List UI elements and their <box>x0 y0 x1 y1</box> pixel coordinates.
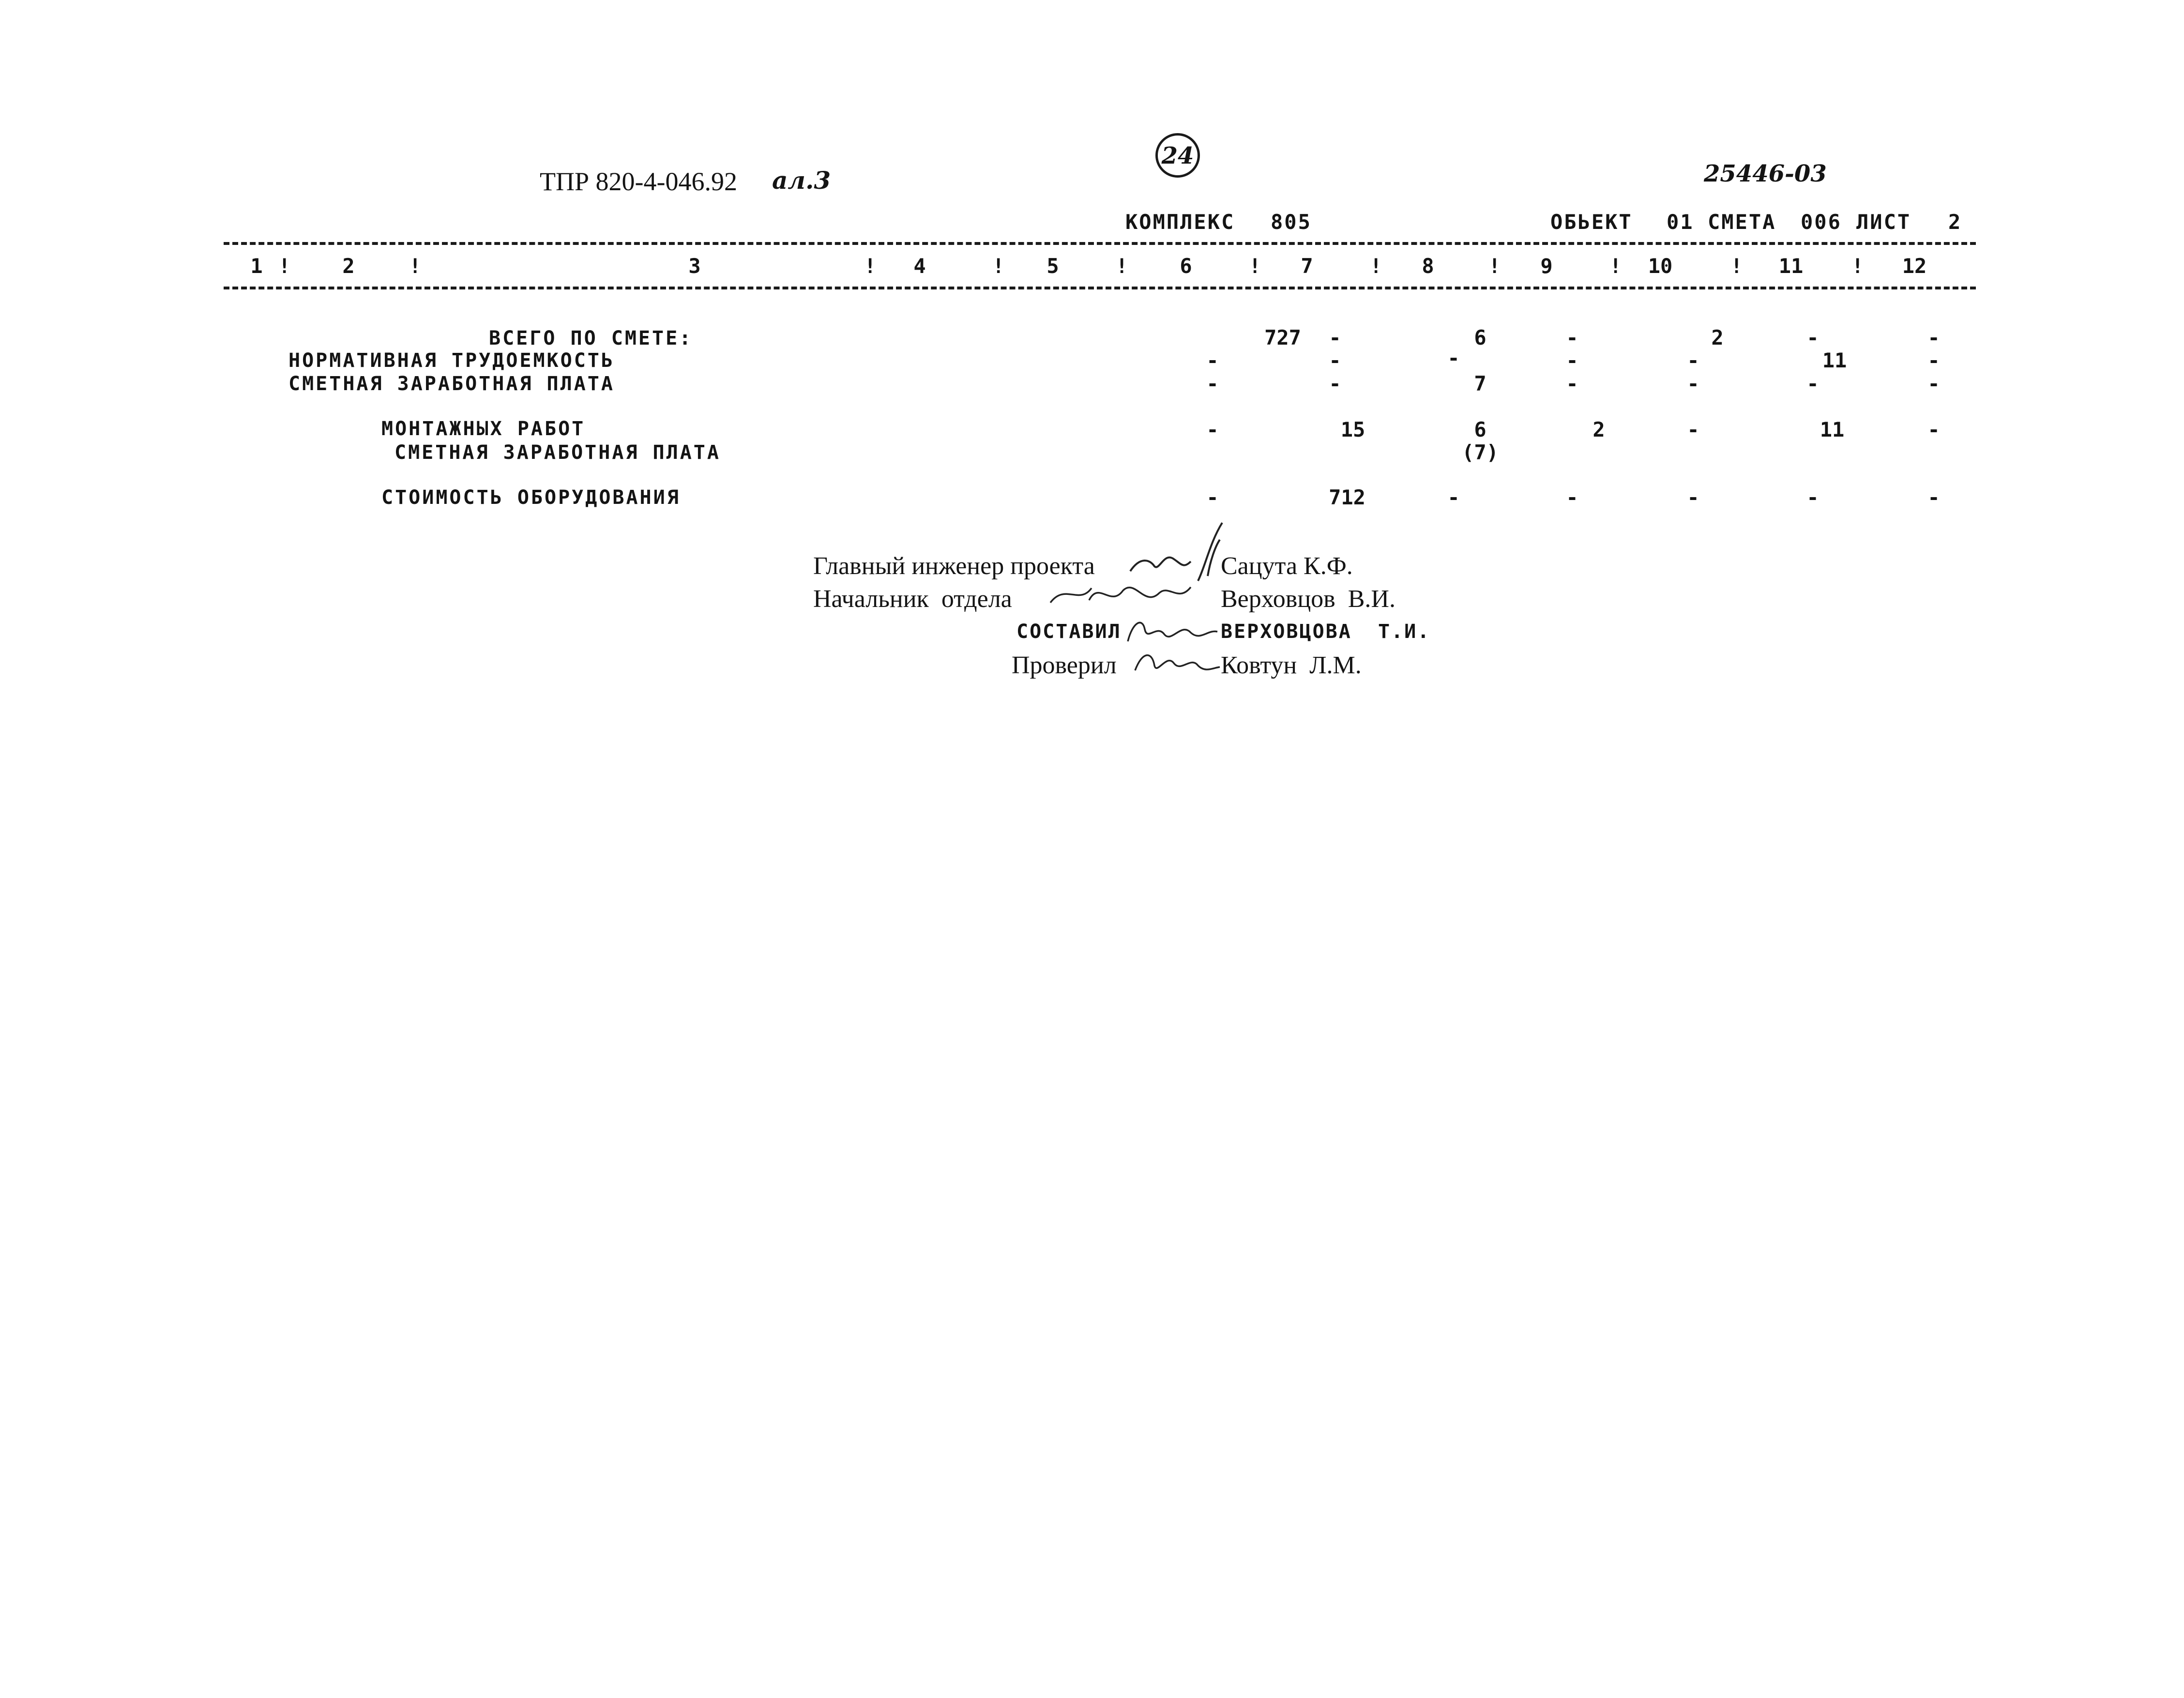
cell-c8: - <box>1329 326 1341 349</box>
cell-c12a: - <box>1806 485 1819 509</box>
sheet-value: 2 <box>1948 210 1962 234</box>
cell-c11: - <box>1687 485 1699 509</box>
col-sep: ! <box>1488 254 1501 278</box>
row-label: СТОИМОСТЬ ОБОРУДОВАНИЯ <box>381 486 681 509</box>
col-num-2: 2 <box>342 254 355 278</box>
col-num-11: 11 <box>1778 254 1804 278</box>
cell-c12: - <box>1927 326 1940 349</box>
cell-c10: - <box>1566 485 1578 509</box>
cell-c6: - <box>1206 418 1219 441</box>
cell-c10: - <box>1566 326 1578 349</box>
cell-c7: 15 <box>1340 418 1365 441</box>
document-code: ТПР 820-4-046.92 <box>540 167 737 196</box>
object-value: 01 <box>1667 210 1694 234</box>
cell-c10: - <box>1566 372 1578 395</box>
signature-name: Сацута К.Ф. <box>1221 552 1353 580</box>
col-sep: ! <box>1851 254 1864 278</box>
signature-name: Верховцов В.И. <box>1221 585 1395 613</box>
cell-c11: 11 <box>1822 349 1847 372</box>
signature-mark <box>1130 644 1222 680</box>
cell-c11: - <box>1687 372 1699 395</box>
signature-name: ВЕРХОВЦОВА Т.И. <box>1221 621 1431 643</box>
cell-c9: 6 <box>1474 418 1486 441</box>
cell-c9: (7) <box>1462 440 1499 464</box>
archive-number: 25446-03 <box>1704 160 1827 187</box>
col-num-1: 1 <box>250 254 263 278</box>
cell-c6: - <box>1206 372 1219 395</box>
signature-role: СОСТАВИЛ <box>1016 621 1122 643</box>
col-sep: ! <box>1730 254 1743 278</box>
page-number: 24 <box>1161 142 1194 169</box>
col-num-4: 4 <box>913 254 926 278</box>
col-sep: ! <box>992 254 1005 278</box>
signature-name: Ковтун Л.М. <box>1221 652 1362 679</box>
col-sep: ! <box>409 254 422 278</box>
cell-c11: 2 <box>1711 326 1724 349</box>
cell-c10: - <box>1687 349 1699 372</box>
cell-c9: 6 <box>1474 326 1486 349</box>
cell-c7: - <box>1329 372 1341 395</box>
row-label: НОРМАТИВНАЯ ТРУДОЕМКОСТЬ <box>288 349 615 372</box>
cell-c9: - <box>1566 349 1578 372</box>
col-num-9: 9 <box>1540 254 1553 278</box>
signature-mark <box>1046 574 1200 612</box>
rule-bottom <box>224 287 1976 289</box>
row-label: СМЕТНАЯ ЗАРАБОТНАЯ ПЛАТА <box>394 441 721 464</box>
cell-c12: - <box>1927 372 1940 395</box>
col-num-5: 5 <box>1046 254 1059 278</box>
cell-c12: - <box>1927 418 1940 441</box>
col-sep: ! <box>1249 254 1261 278</box>
cell-c9: 7 <box>1474 372 1486 395</box>
cell-c10: 2 <box>1592 418 1605 441</box>
estimate-value: 006 <box>1801 210 1842 234</box>
cell-c6: - <box>1206 349 1219 372</box>
document-code-handwritten: ал.3 <box>772 166 831 195</box>
col-num-3: 3 <box>688 254 701 278</box>
col-num-6: 6 <box>1180 254 1192 278</box>
estimate-label: СМЕТА <box>1708 210 1776 234</box>
cell-c7: 727 <box>1264 326 1301 349</box>
cell-c12a: - <box>1806 372 1819 395</box>
cell-c8: - <box>1447 346 1460 370</box>
cell-c8: - <box>1447 485 1460 509</box>
signature-role: Проверил <box>1012 652 1117 679</box>
cell-c11: - <box>1687 418 1699 441</box>
row-label: СМЕТНАЯ ЗАРАБОТНАЯ ПЛАТА <box>288 373 615 395</box>
col-sep: ! <box>278 254 291 278</box>
row-label: ВСЕГО ПО СМЕТЕ: <box>489 327 693 349</box>
cell-c12: - <box>1927 485 1940 509</box>
col-num-10: 10 <box>1648 254 1673 278</box>
cell-c7: 712 <box>1329 485 1365 509</box>
page-number-circle <box>1155 133 1200 178</box>
cell-c6: - <box>1206 485 1219 509</box>
rule-top <box>224 242 1976 245</box>
object-label: ОБЬЕКТ <box>1550 210 1633 234</box>
cell-c12a: - <box>1806 326 1819 349</box>
cell-c11b: 11 <box>1820 418 1845 441</box>
complex-value: 805 <box>1271 210 1312 234</box>
col-num-7: 7 <box>1301 254 1313 278</box>
col-sep: ! <box>864 254 877 278</box>
col-num-12: 12 <box>1902 254 1927 278</box>
col-num-8: 8 <box>1422 254 1434 278</box>
complex-label: КОМПЛЕКС <box>1125 210 1235 234</box>
cell-c12: - <box>1927 349 1940 372</box>
signature-role: Главный инженер проекта <box>813 552 1095 580</box>
row-label: МОНТАЖНЫХ РАБОТ <box>381 418 586 440</box>
col-sep: ! <box>1370 254 1382 278</box>
signature-role: Начальник отдела <box>813 585 1012 613</box>
col-sep: ! <box>1609 254 1622 278</box>
sheet-label: ЛИСТ <box>1856 210 1911 234</box>
cell-c7: - <box>1329 349 1341 372</box>
col-sep: ! <box>1116 254 1128 278</box>
